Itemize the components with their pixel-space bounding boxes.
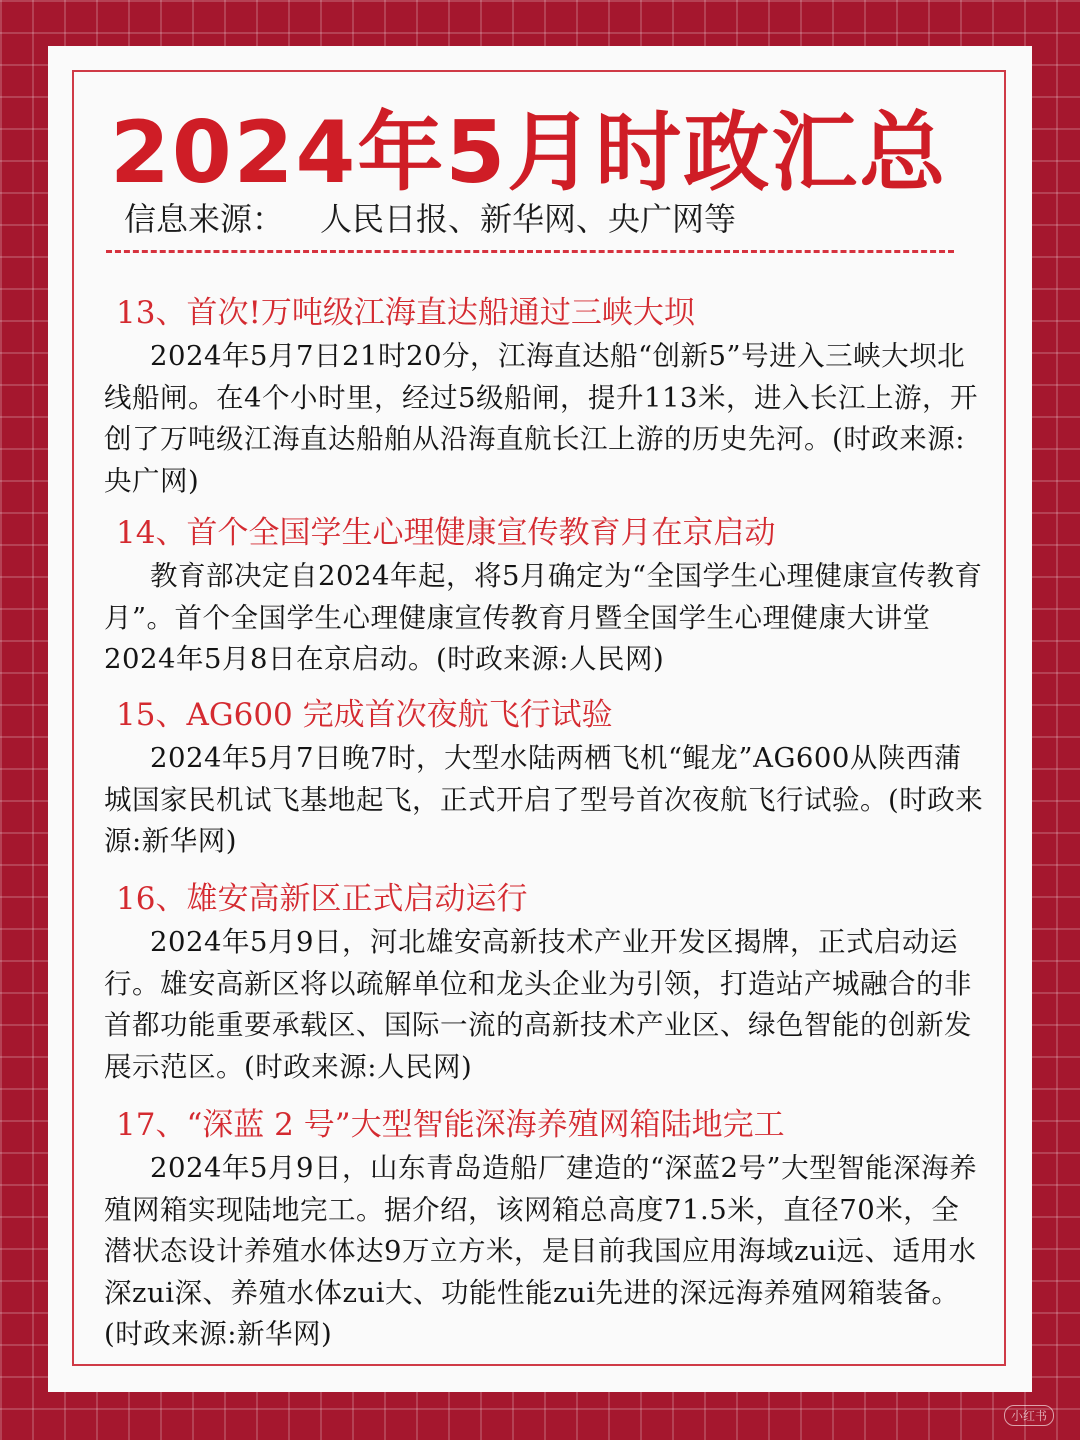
watermark-logo: 小红书 — [1004, 1405, 1054, 1426]
news-item-body: 2024年5月7日晚7时，大型水陆两栖飞机“鲲龙”AG600从陕西蒲城国家民机试飞基地起飞，正式开启了型号首次夜航飞行试验。(时政来源:新华网) — [104, 742, 984, 857]
news-item-16 — [104, 876, 984, 1088]
info-source — [124, 196, 736, 242]
news-item-body: 2024年5月9日，河北雄安高新技术产业开发区揭牌，正式启动运行。雄安高新区将以疏解单位和龙头企业为引领，打造站产城融合的非首都功能重要承载区、国际一流的高新技术产业区、绿色智能的创新发展示范区。(时政来源:人民网) — [104, 926, 972, 1083]
news-item-15 — [104, 692, 984, 863]
news-item-13 — [104, 290, 984, 502]
content-card — [48, 46, 1032, 1392]
news-item-body: 2024年5月9日，山东青岛造船厂建造的“深蓝2号”大型智能深海养殖网箱实现陆地完工。据介绍，该网箱总高度71.5米，直径70米，全潜状态设计养殖水体达9万立方米，是目前我国应用海域zui远、适用水深zui深、养殖水体zui大、功能性能zui先进的深远海养殖网箱装备。(时政来源:新华网) — [104, 1152, 978, 1350]
news-item-body: 2024年5月7日21时20分，江海直达船“创新5”号进入三峡大坝北线船闸。在4个小时里，经过5级船闸，提升113米，进入长江上游，开创了万吨级江海直达船舶从沿海直航长江上游的历史先河。(时政来源:央广网) — [104, 340, 978, 497]
news-item-title: 15、AG600 完成首次夜航飞行试验 — [116, 697, 613, 733]
news-item-17 — [104, 1102, 984, 1356]
news-item-body: 教育部决定自2024年起，将5月确定为“全国学生心理健康宣传教育月”。首个全国学生心理健康宣传教育月暨全国学生心理健康大讲堂2024年5月8日在京启动。(时政来源:人民网) — [104, 560, 983, 675]
dashed-divider — [106, 250, 954, 253]
source-value: 人民日报、新华网、央广网等 — [320, 200, 737, 238]
news-item-title: 17、“深蓝 2 号”大型智能深海养殖网箱陆地完工 — [116, 1107, 785, 1143]
news-item-title: 16、雄安高新区正式启动运行 — [116, 881, 528, 917]
news-item-title: 14、首个全国学生心理健康宣传教育月在京启动 — [116, 515, 776, 551]
news-item-title: 13、首次!万吨级江海直达船通过三峡大坝 — [116, 295, 695, 331]
source-label: 信息来源： — [124, 200, 285, 238]
page-title: 2024年5月时政汇总 — [110, 103, 948, 203]
news-item-14 — [104, 510, 984, 681]
